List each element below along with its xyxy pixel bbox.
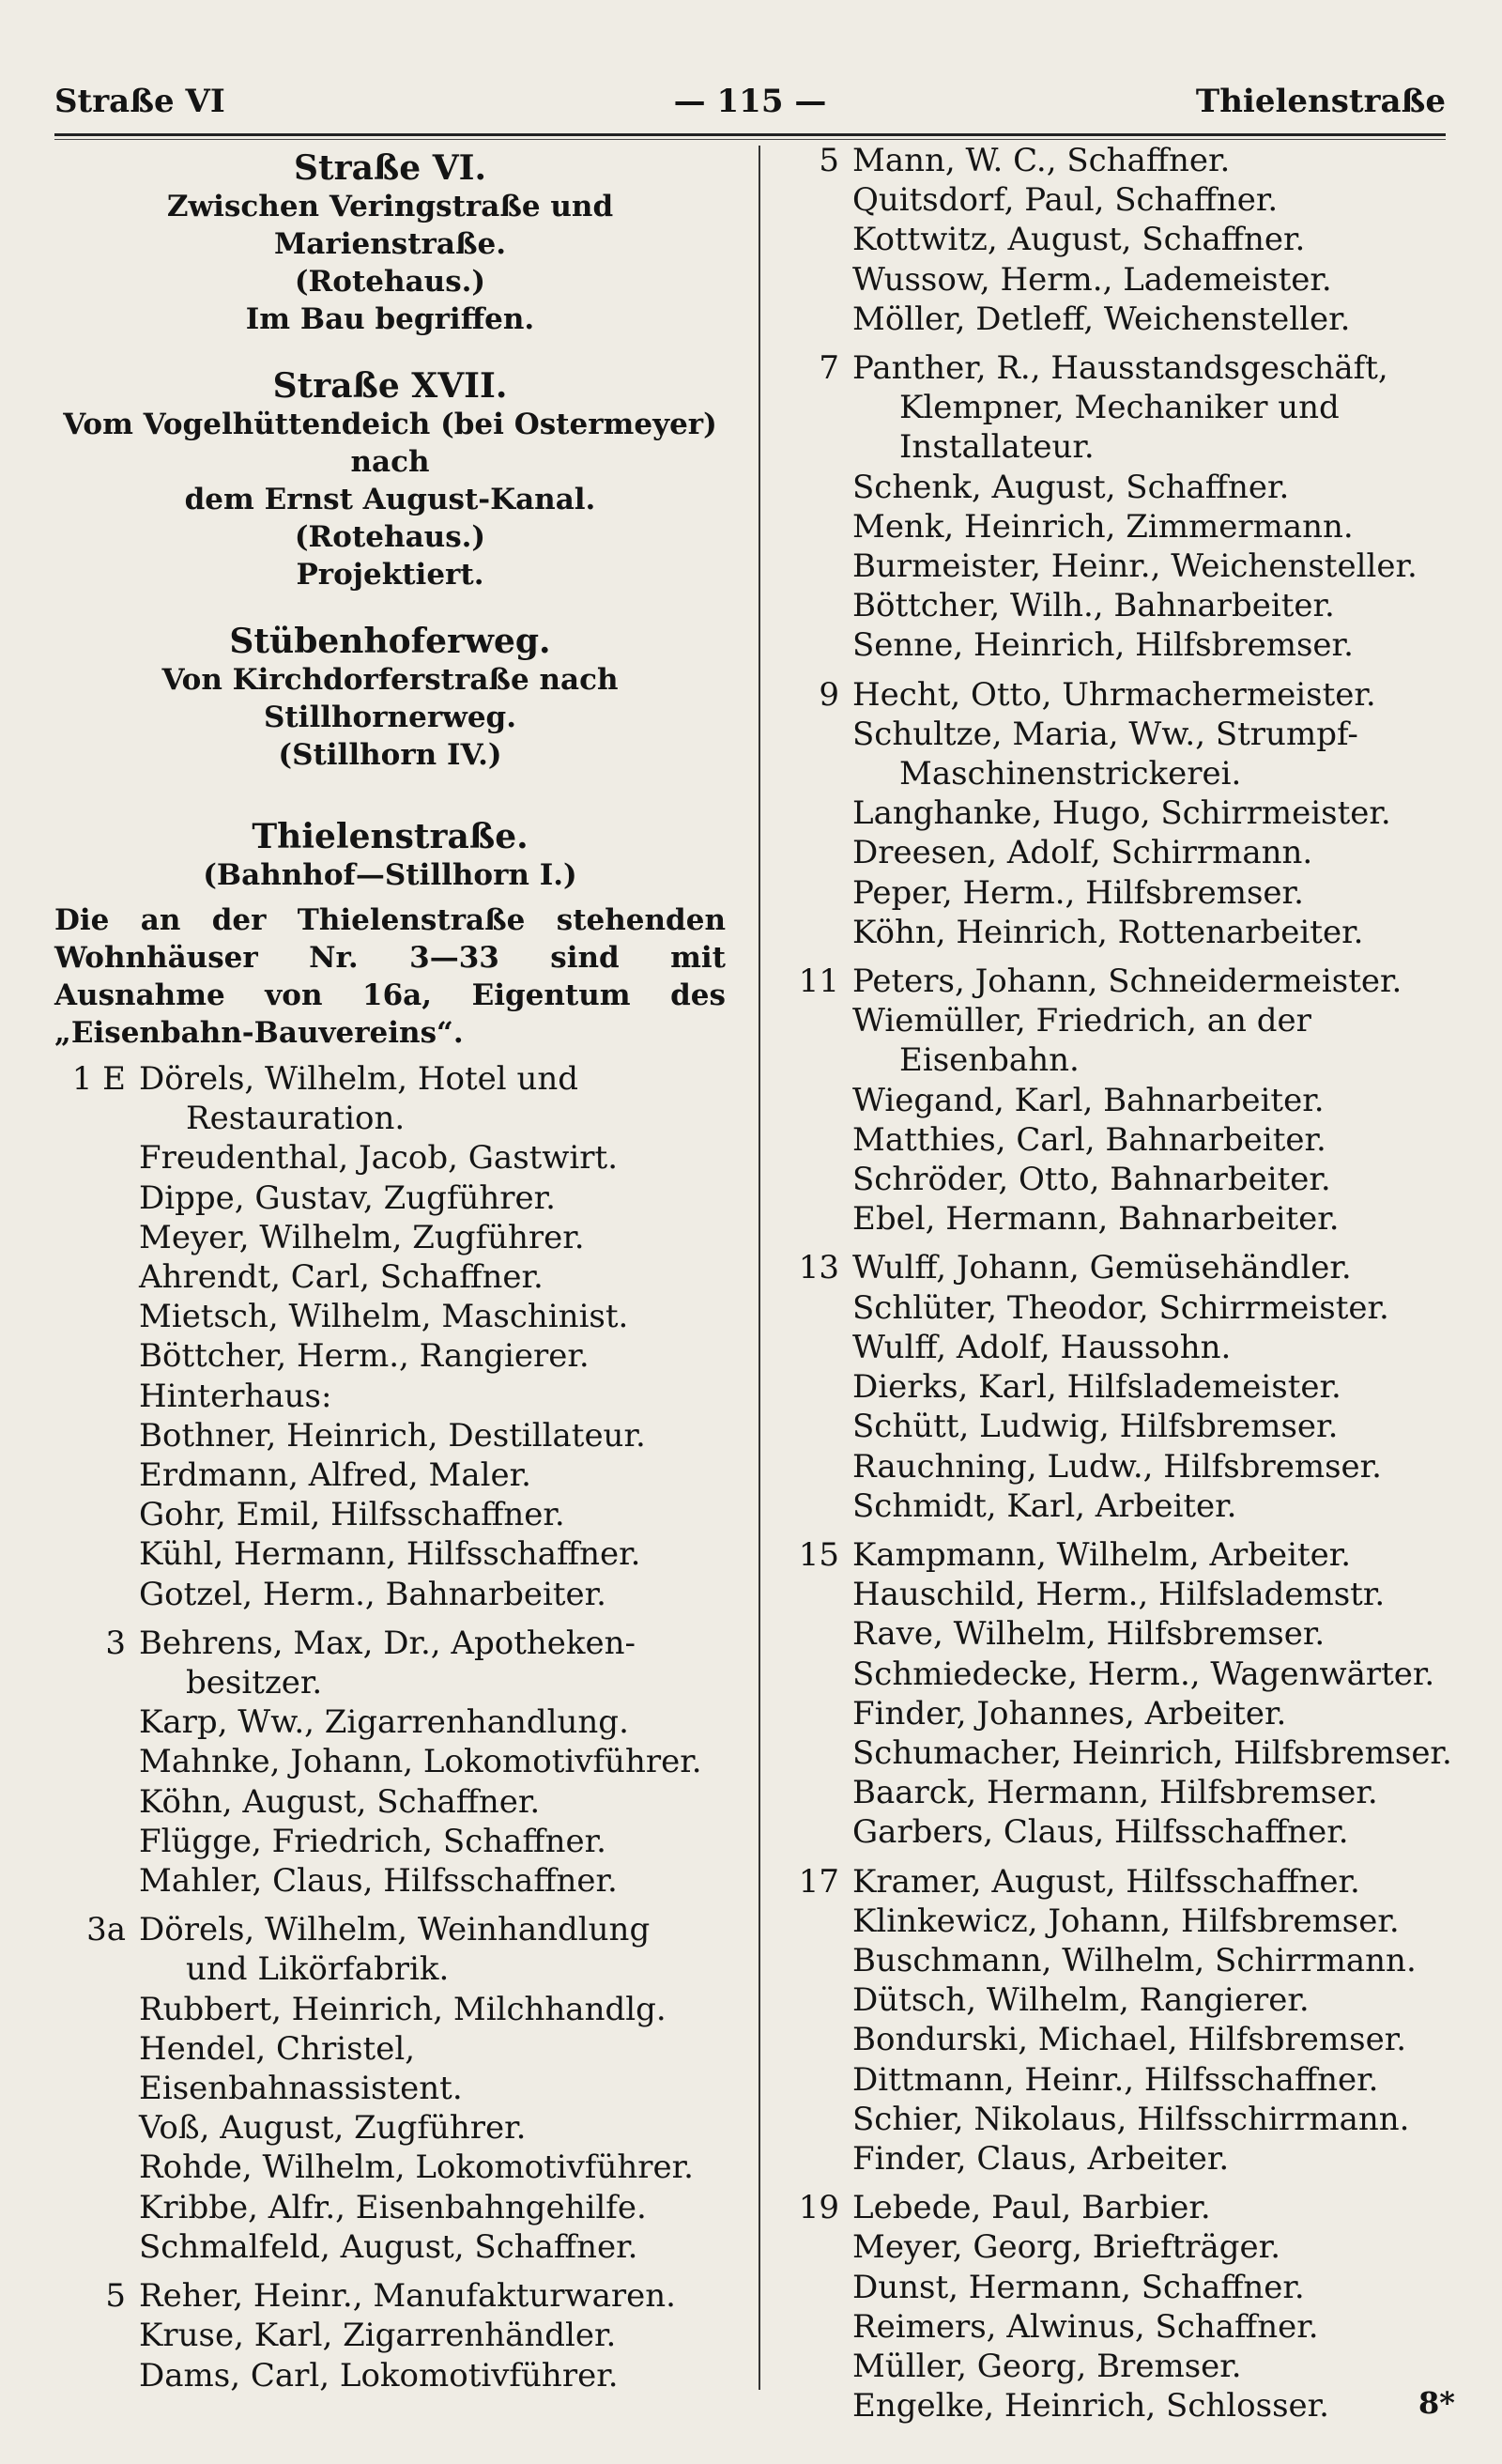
house-entry xyxy=(54,1059,726,1614)
street-description: Im Bau begriffen. xyxy=(245,302,535,336)
resident-line: Dunst, Hermann, Schaffner. xyxy=(852,2268,1305,2306)
house-number: 1 E xyxy=(71,1060,126,1098)
resident-line: Mann, W. C., Schaffner. xyxy=(852,142,1231,179)
house-number: 7 xyxy=(819,349,839,388)
resident-line: Klempner, Mechaniker und xyxy=(899,389,1340,427)
house-entry xyxy=(796,1248,1453,1525)
resident-line: Schlüter, Theodor, Schirrmeister. xyxy=(852,1288,1389,1327)
house-entry xyxy=(54,2276,726,2395)
resident-line: Senne, Heinrich, Hilfsbremser. xyxy=(852,626,1354,665)
resident-line: Schenk, August, Schaffner. xyxy=(852,468,1290,506)
resident-line: Mahnke, Johann, Lokomotivführer. xyxy=(139,1743,702,1781)
house-number: 5 xyxy=(819,142,839,179)
street-title: Straße VI. xyxy=(293,148,486,188)
resident-line: Mietsch, Wilhelm, Maschinist. xyxy=(139,1298,629,1336)
house-entry xyxy=(796,675,1453,952)
resident-line: Garbers, Claus, Hilfsschaffner. xyxy=(852,1813,1349,1852)
resident-line: Matthies, Carl, Bahnarbeiter. xyxy=(852,1120,1326,1159)
street-section xyxy=(54,148,726,338)
house-number: 11 xyxy=(798,962,839,1001)
header-right: Thielenstraße xyxy=(1195,83,1446,120)
resident-list xyxy=(852,2188,1453,2426)
street-section xyxy=(54,622,726,774)
resident-line: Dittmann, Heinr., Hilfsschaffner. xyxy=(852,2060,1379,2099)
resident-line: Köhn, Heinrich, Rottenarbeiter. xyxy=(852,913,1364,951)
resident-line: Hauschild, Herm., Hilfslademstr. xyxy=(852,1576,1386,1614)
resident-line: Bondurski, Michael, Hilfsbremser. xyxy=(852,2021,1407,2059)
resident-line: Baarck, Hermann, Hilfsbremser. xyxy=(852,1774,1378,1812)
resident-line: Gohr, Emil, Hilfsschaffner. xyxy=(139,1496,565,1534)
entry-list xyxy=(54,1059,726,2395)
resident-list xyxy=(139,1910,726,2267)
house-entry xyxy=(54,1910,726,2267)
street-intro: Die an der Thielenstraße stehenden Wohnhäuser Nr. 3—33 sind mit Ausnahme von 16a, Eigentum des „Eisenbahn-Bauvereins“. xyxy=(54,903,726,1050)
resident-line: Mahler, Claus, Hilfsschaffner. xyxy=(139,1862,618,1901)
page-header xyxy=(54,73,1446,130)
resident-line: Schröder, Otto, Bahnarbeiter. xyxy=(852,1161,1331,1199)
resident-line: Langhanke, Hugo, Schirrmeister. xyxy=(852,794,1391,833)
resident-line: Schier, Nikolaus, Hilfsschirrmann. xyxy=(852,2100,1410,2138)
resident-list xyxy=(852,141,1453,339)
resident-line: Wulff, Adolf, Haussohn. xyxy=(852,1328,1232,1366)
resident-line: Dörels, Wilhelm, Hotel und xyxy=(139,1060,579,1098)
header-rule-thin xyxy=(54,139,1446,140)
resident-line: Hecht, Otto, Uhrmachermeister. xyxy=(852,675,1376,714)
street-description: (Bahnhof—Stillhorn I.) xyxy=(203,858,577,892)
street-description: Projektiert. xyxy=(296,558,484,592)
resident-line: Gotzel, Herm., Bahnarbeiter. xyxy=(139,1575,606,1613)
resident-line: Schmidt, Karl, Arbeiter. xyxy=(852,1486,1237,1525)
resident-line: Bothner, Heinrich, Destillateur. xyxy=(139,1416,646,1455)
resident-line: Kramer, August, Hilfsschaffner. xyxy=(852,1862,1360,1901)
street-title: Thielenstraße. xyxy=(252,817,529,856)
resident-list xyxy=(139,1624,726,1901)
resident-line: Hendel, Christel, Eisenbahnassistent. xyxy=(139,2029,463,2108)
street-section xyxy=(54,366,726,593)
resident-line: Dams, Carl, Lokomotivführer. xyxy=(139,2356,619,2395)
house-entry xyxy=(796,1862,1453,2179)
resident-list xyxy=(852,348,1453,666)
resident-line: Köhn, August, Schaffner. xyxy=(139,1782,541,1821)
house-entry xyxy=(54,1624,726,1901)
resident-line: Erdmann, Alfred, Maler. xyxy=(139,1456,531,1495)
street-description: (Stillhorn IV.) xyxy=(278,738,502,772)
street-description: Vom Vogelhüttendeich (bei Ostermeyer) nach xyxy=(63,408,717,479)
street-description: Von Kirchdorferstraße nach Stillhornerweg. xyxy=(161,663,619,734)
resident-list xyxy=(139,2276,726,2395)
resident-line: Wussow, Herm., Lademeister. xyxy=(852,260,1332,299)
resident-line: Schmalfeld, August, Schaffner. xyxy=(139,2227,638,2266)
house-entry xyxy=(796,2188,1453,2426)
resident-line: Lebede, Paul, Barbier. xyxy=(852,2189,1211,2227)
resident-line: Buschmann, Wilhelm, Schirrmann. xyxy=(852,1941,1417,1979)
resident-line: Reher, Heinr., Manufakturwaren. xyxy=(139,2277,676,2316)
resident-line: Quitsdorf, Paul, Schaffner. xyxy=(852,181,1279,220)
house-number: 15 xyxy=(798,1535,839,1574)
resident-line: Wiegand, Karl, Bahnarbeiter. xyxy=(852,1081,1325,1119)
resident-line: Maschinenstrickerei. xyxy=(899,755,1242,793)
resident-line: Wulff, Johann, Gemüsehändler. xyxy=(852,1249,1352,1287)
house-number: 19 xyxy=(798,2189,839,2227)
resident-list xyxy=(852,1248,1453,1525)
resident-line: Dierks, Karl, Hilfslademeister. xyxy=(852,1368,1341,1407)
resident-line: Rohde, Wilhelm, Lokomotivführer. xyxy=(139,2148,694,2187)
signature-mark: 8* xyxy=(1418,2385,1455,2421)
resident-line: Rave, Wilhelm, Hilfsbremser. xyxy=(852,1615,1326,1654)
resident-list xyxy=(852,675,1453,952)
resident-line: Klinkewicz, Johann, Hilfsbremser. xyxy=(852,1902,1400,1940)
resident-line: Engelke, Heinrich, Schlosser. xyxy=(852,2387,1329,2426)
street-description: (Rotehaus.) xyxy=(294,265,486,299)
resident-line: Schmiedecke, Herm., Wagenwärter. xyxy=(852,1655,1435,1693)
resident-line: Böttcher, Herm., Rangierer. xyxy=(139,1337,590,1376)
resident-list xyxy=(139,1059,726,1614)
house-number: 5 xyxy=(105,2277,126,2316)
resident-line: Finder, Claus, Arbeiter. xyxy=(852,2139,1230,2178)
resident-line: Böttcher, Wilh., Bahnarbeiter. xyxy=(852,587,1335,625)
left-column xyxy=(54,141,726,2395)
resident-line: Burmeister, Heinr., Weichensteller. xyxy=(852,547,1418,586)
resident-line: Kampmann, Wilhelm, Arbeiter. xyxy=(852,1535,1352,1574)
resident-line: Peper, Herm., Hilfsbremser. xyxy=(852,873,1304,912)
resident-line: Finder, Johannes, Arbeiter. xyxy=(852,1694,1287,1732)
resident-line: Installateur. xyxy=(899,428,1095,467)
resident-line: Wiemüller, Friedrich, an der xyxy=(852,1002,1311,1040)
house-entry xyxy=(796,962,1453,1239)
resident-line: Möller, Detleff, Weichensteller. xyxy=(852,300,1351,338)
resident-line: Kottwitz, August, Schaffner. xyxy=(852,221,1306,259)
resident-line: Freudenthal, Jacob, Gastwirt. xyxy=(139,1139,618,1178)
resident-line: Menk, Heinrich, Zimmermann. xyxy=(852,507,1354,546)
resident-line: Dippe, Gustav, Zugführer. xyxy=(139,1178,556,1217)
resident-line: Müller, Georg, Bremser. xyxy=(852,2347,1242,2385)
house-entry xyxy=(796,348,1453,666)
house-entry xyxy=(796,141,1453,339)
street-description: dem Ernst August-Kanal. xyxy=(184,483,596,516)
house-number: 3a xyxy=(86,1911,126,1949)
resident-line: Flügge, Friedrich, Schaffner. xyxy=(139,1822,606,1860)
resident-list xyxy=(852,1862,1453,2179)
house-number: 3 xyxy=(105,1624,126,1662)
house-entry xyxy=(796,1535,1453,1853)
street-section xyxy=(54,817,726,894)
street-title: Stübenhoferweg. xyxy=(229,622,551,661)
street-description: (Rotehaus.) xyxy=(294,520,486,554)
entry-list xyxy=(796,141,1453,2426)
resident-line: Meyer, Wilhelm, Zugführer. xyxy=(139,1218,585,1256)
resident-line: Rauchning, Ludw., Hilfsbremser. xyxy=(852,1447,1382,1486)
resident-line: Schumacher, Heinrich, Hilfsbremser. xyxy=(852,1733,1452,1772)
resident-line: Hinterhaus: xyxy=(139,1377,332,1415)
resident-list xyxy=(852,1535,1453,1853)
resident-line: Voß, August, Zugführer. xyxy=(139,2109,527,2148)
resident-line: Meyer, Georg, Briefträger. xyxy=(852,2228,1280,2267)
column-divider xyxy=(759,146,760,2390)
resident-line: Schultze, Maria, Ww., Strumpf- xyxy=(852,715,1358,753)
header-rule xyxy=(54,133,1446,136)
resident-line: Reimers, Alwinus, Schaffner. xyxy=(852,2307,1319,2346)
right-column xyxy=(796,141,1453,2426)
house-number: 9 xyxy=(819,675,839,714)
street-description: Zwischen Veringstraße und Marienstraße. xyxy=(166,190,614,261)
resident-line: Ahrendt, Carl, Schaffner. xyxy=(139,1258,544,1297)
resident-line: Behrens, Max, Dr., Apotheken- xyxy=(139,1624,636,1662)
resident-line: Rubbert, Heinrich, Milchhandlg. xyxy=(139,1990,667,2028)
resident-line: Ebel, Hermann, Bahnarbeiter. xyxy=(852,1200,1340,1239)
resident-line: Eisenbahn. xyxy=(899,1041,1080,1080)
house-number: 17 xyxy=(798,1862,839,1901)
resident-line: Restauration. xyxy=(186,1100,406,1138)
resident-line: Dörels, Wilhelm, Weinhandlung xyxy=(139,1911,651,1949)
resident-line: Kruse, Karl, Zigarrenhändler. xyxy=(139,2317,617,2355)
resident-line: und Likörfabrik. xyxy=(186,1950,450,1989)
resident-line: Dütsch, Wilhelm, Rangierer. xyxy=(852,1981,1310,2020)
resident-line: Panther, R., Hausstandsgeschäft, xyxy=(852,349,1388,388)
street-title: Straße XVII. xyxy=(272,366,508,406)
page-number: — 115 — xyxy=(673,83,827,120)
house-number: 13 xyxy=(798,1249,839,1287)
resident-line: Peters, Johann, Schneidermeister. xyxy=(852,962,1402,1001)
resident-line: Kühl, Hermann, Hilfsschaffner. xyxy=(139,1535,641,1574)
resident-line: Schütt, Ludwig, Hilfsbremser. xyxy=(852,1408,1339,1446)
resident-list xyxy=(852,962,1453,1239)
resident-line: besitzer. xyxy=(186,1664,323,1702)
resident-line: Kribbe, Alfr., Eisenbahngehilfe. xyxy=(139,2188,647,2226)
resident-line: Karp, Ww., Zigarrenhandlung. xyxy=(139,1703,629,1742)
resident-line: Dreesen, Adolf, Schirrmann. xyxy=(852,834,1313,872)
header-left: Straße VI xyxy=(54,83,225,120)
